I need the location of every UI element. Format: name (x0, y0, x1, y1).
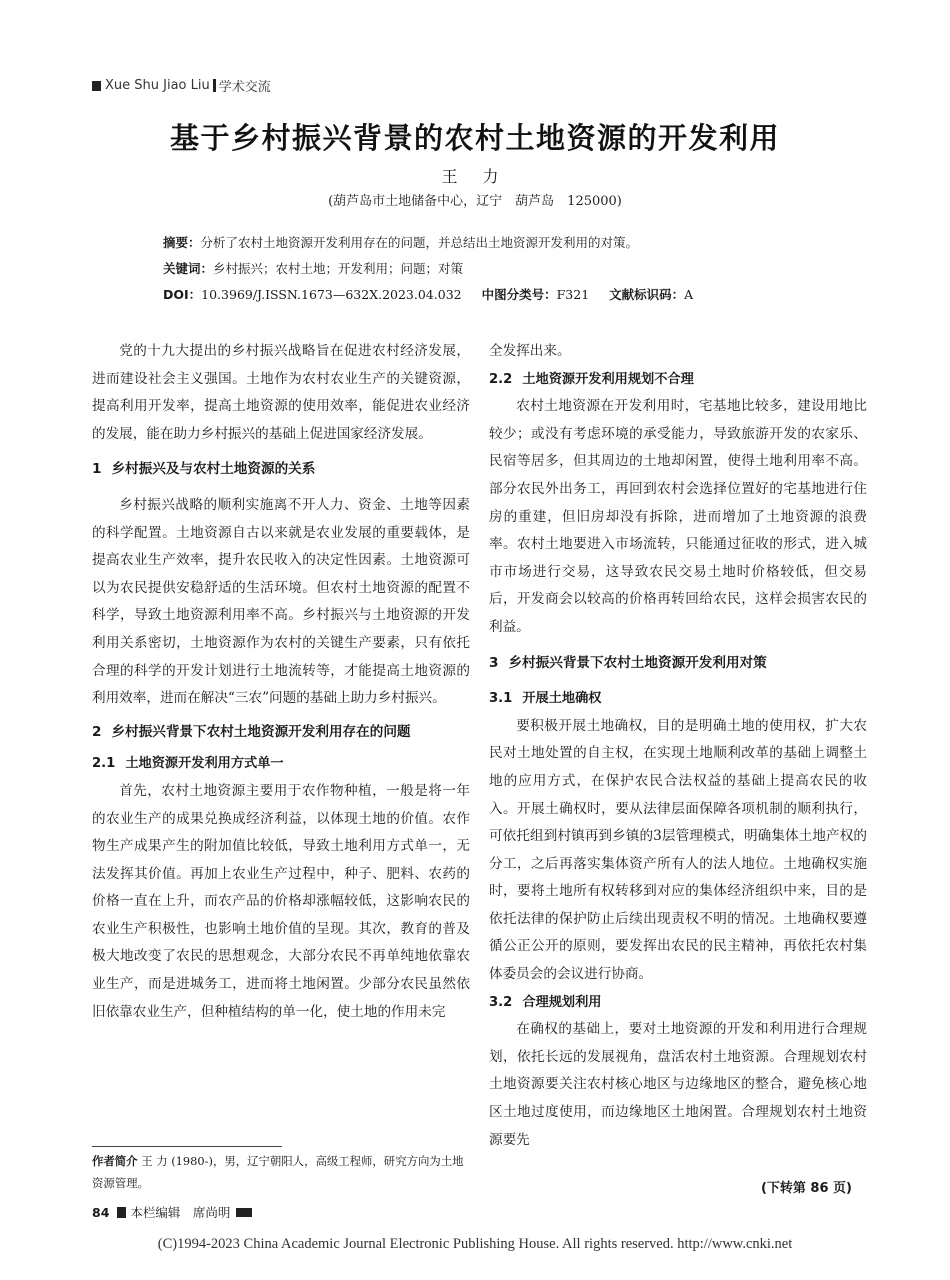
continued-on-page-note: (下转第 86 页) (760, 1181, 852, 1196)
footnote-label: 作者简介 (92, 1154, 138, 1168)
section-3-title: 乡村振兴背景下农村土地资源开发利用对策 (508, 654, 767, 671)
abstract-label: 摘要： (163, 235, 201, 250)
section-2-heading (92, 713, 470, 751)
abstract-row (163, 230, 823, 256)
right-column (489, 338, 867, 1154)
section-1-paragraph: 乡村振兴战略的顺利实施离不开人力、资金、土地等因素的科学配置。土地资源自古以来就是农业发展的重要载体，是提高农业生产效率，提升农民收入的决定性因素。土地资源可以为农民提供安稳舒适的生活环境。但农村土地资源的配置不科学，导致土地资源利用率不高。乡村振兴与土地资源的开发利用关系密切，土地资源作为农村的关键生产要素，只有依托合理的科学的开发计划进行土地流转等，才能提高土地资源的利用效率，进而在解决“三农”问题的基础上助力乡村振兴。 (92, 496, 470, 707)
footnote-text: 王 力 (1980-)，男，辽宁朝阳人，高级工程师，研究方向为土地资源管理。 (92, 1154, 464, 1190)
abstract-text: 分析了农村土地资源开发利用存在的问题，并总结出土地资源开发利用的对策。 (200, 235, 639, 250)
journal-header (92, 76, 271, 95)
section-2-title: 乡村振兴背景下农村土地资源开发利用存在的问题 (111, 723, 411, 740)
section-3-number: 3 (489, 654, 499, 671)
section-2-2-heading (489, 366, 867, 394)
clc-label: 中图分类号： (481, 287, 557, 302)
doi-label: DOI： (163, 287, 202, 302)
section-3-2-paragraph: 在确权的基础上，要对土地资源的开发和利用进行合理规划，依托长远的发展视角，盘活农村土地资源。合理规划农村土地资源要关注农村核心地区与边缘地区的整合，避免核心地区土地过度使用，而边缘地区土地闲置。合理规划农村土地资源要先 (489, 1021, 867, 1148)
page-number: 84 (92, 1204, 110, 1220)
header-latin: Xue Shu Jiao Liu (105, 78, 210, 93)
keywords-row (163, 256, 823, 282)
section-3-2-number: 3.2 (489, 994, 513, 1010)
doi-row (163, 282, 823, 308)
author-name: 王 力 (441, 167, 509, 186)
section-2-1-heading (92, 750, 470, 778)
column-editor: 本栏编辑 席尚明 (130, 1205, 231, 1220)
left-column (92, 338, 470, 1026)
section-2-2-title: 土地资源开发利用规划不合理 (522, 371, 694, 387)
section-2-2-number: 2.2 (489, 371, 513, 387)
section-2-1-number: 2.1 (92, 756, 116, 772)
footer-bar-mark (236, 1208, 252, 1217)
doc-code-text: A (684, 287, 694, 302)
continued-paragraph: 全发挥出来。 (489, 343, 571, 359)
section-2-number: 2 (92, 723, 102, 740)
section-3-1-heading (489, 685, 867, 713)
section-3-1-number: 3.1 (489, 691, 513, 707)
doi-text: 10.3969/J.ISSN.1673—632X.2023.04.032 (201, 287, 462, 302)
section-2-2-paragraph: 农村土地资源在开发利用时，宅基地比较多，建设用地比较少；或没有考虑环境的承受能力，导致旅游开发的农家乐、民宿等居多，但其周边的土地却闲置，使得土地利用率不高。部分农民外出务工，再回到农村会选择位置好的宅基地进行住房的重建，但旧房却没有拆除，进而增加了土地资源的浪费率。农村土地要进入市场流转，只能通过征收的形式，进入城市市场进行交易，这导致农民交易土地时价格较低，但交易后，开发商会以较高的价格再转回给农民，这样会损害农民的利益。 (489, 398, 867, 635)
footnote-divider (92, 1146, 282, 1147)
doc-code-label: 文献标识码： (609, 287, 685, 302)
section-1-number: 1 (92, 461, 102, 478)
header-section-name: 学术交流 (218, 80, 271, 95)
copyright-watermark: (C)1994-2023 China Academic Journal Electronic Publishing House. All rights reserved. http://www.cnki.net (157, 1236, 793, 1252)
header-bar-mark (213, 79, 216, 92)
section-2-1-paragraph: 首先，农村土地资源主要用于农作物种植，一般是将一年的农业生产的成果兑换成经济利益，以体现土地的价值。农作物生产成果产生的附加值比较低，导致土地利用方式单一，无法发挥其价值。再加上农业生产过程中，种子、肥料、农药的价格一直在上升，而农产品的价格却涨幅较低，这影响农民的农业生产积极性，也影响土地价值的呈现。其次，教育的普及极大地改变了农民的思想观念，大部分农民不再单纯地依靠农业生产，而是进城务工，进而将土地闲置。少部分农民虽然依旧依靠农业生产，但种植结构的单一化，使土地的作用未完 (92, 782, 470, 1020)
footer-square-mark (117, 1207, 126, 1218)
abstract-block (163, 230, 823, 308)
page-footer (92, 1203, 252, 1221)
section-1-heading (92, 448, 470, 492)
section-3-2-heading (489, 989, 867, 1017)
section-3-1-title: 开展土地确权 (522, 691, 602, 707)
intro-paragraph: 党的十九大提出的乡村振兴战略旨在促进农村经济发展，进而建设社会主义强国。土地作为农村农业生产的关键资源，提高利用开发率，提高土地资源的使用效率，能促进农业经济的发展，能在助力乡村振兴的基础上促进国家经济发展。 (92, 343, 470, 442)
author-footnote (92, 1150, 472, 1194)
keywords-label: 关键词： (163, 261, 214, 276)
clc-text: F321 (556, 287, 590, 302)
keywords-text: 乡村振兴；农村土地；开发利用；问题；对策 (213, 261, 464, 276)
section-1-title: 乡村振兴及与农村土地资源的关系 (111, 461, 316, 478)
section-2-1-title: 土地资源开发利用方式单一 (125, 756, 284, 772)
author-affiliation: (葫芦岛市土地储备中心，辽宁 葫芦岛 125000) (328, 194, 622, 209)
section-3-1-paragraph: 要积极开展土地确权，目的是明确土地的使用权，扩大农民对土地处置的自主权，在实现土地顺利改革的基础上调整土地的应用方式，在保护农民合法权益的基础上提高农民的收入。开展土确权时，要从法律层面保障各项机制的顺利执行，可依托组到村镇再到乡镇的3层管理模式，明确集体土地产权的分工，之后再落实集体资产所有人的法人地位。土地确权实施时，要将土地所有权转移到对应的集体经济组织中来，目的是依托法律的保护防止后续出现责权不明的情况。土地确权要遵循公正公开的原则，要发挥出农民的民主精神，再依托农村集体委员会的会议进行协商。 (489, 717, 867, 983)
section-3-2-title: 合理规划利用 (522, 994, 602, 1010)
header-square-mark (92, 81, 101, 91)
article-title: 基于乡村振兴背景的农村土地资源的开发利用 (169, 121, 780, 155)
section-3-heading (489, 642, 867, 686)
